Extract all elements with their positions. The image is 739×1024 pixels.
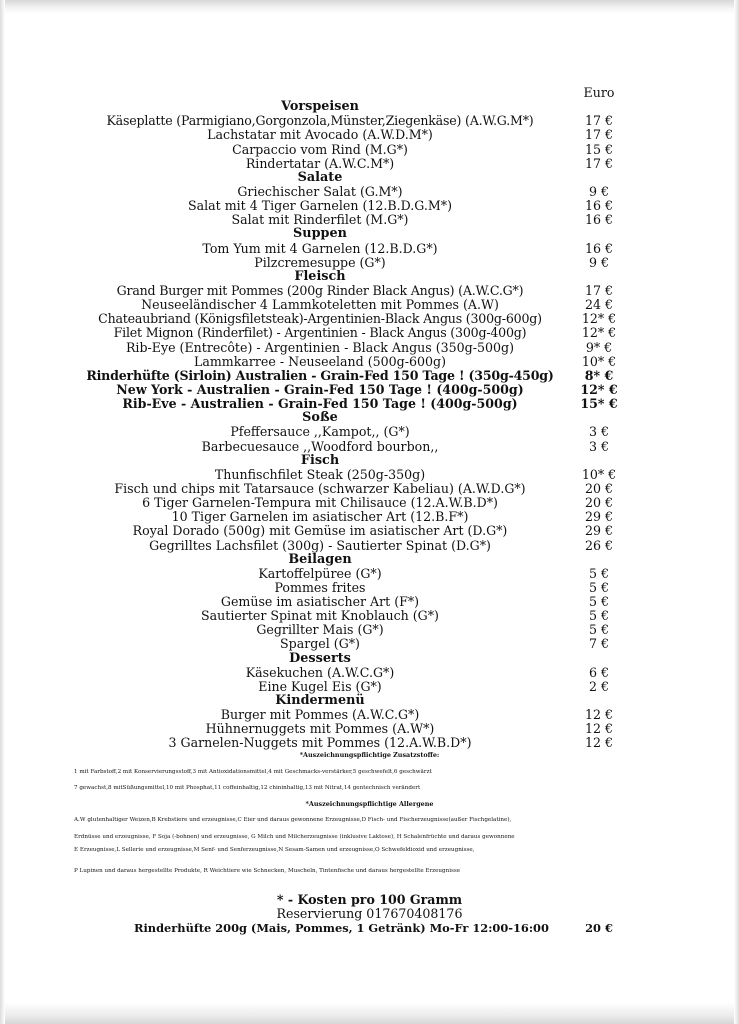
menu-item [0, 510, 739, 524]
menu-item [0, 213, 739, 227]
section-heading [0, 171, 739, 185]
additives-line: 1 mit Farbstoff,2 mit Konservierungsstoff,3 mit Antioxidationsmittel,4 mit Geschmacks-verstärker,5 geschwefelt,6 geschwärzt [74, 769, 432, 775]
menu-item-name: Neuseeländischer 4 Lammkoteletten mit Pommes (A.W) [141, 297, 499, 313]
lunch-offer-price: 20 € [585, 921, 613, 935]
menu-item-name: Käseplatte (Parmigiano,Gorgonzola,Münster,Ziegenkäse) (A.W.G.M*) [106, 113, 534, 129]
menu-item [0, 567, 739, 581]
menu-item-price: 3 € [588, 424, 610, 440]
menu-item-name: Filet Mignon (Rinderfilet) - Argentinien - Black Angus (300g-400g) [113, 325, 527, 341]
lunch-offer: Rinderhüfte 200g (Mais, Pommes, 1 Getränk) Mo-Fr 12:00-16:00 [134, 921, 549, 935]
menu-item-price: 15 € [584, 141, 614, 157]
menu-item-price: 5 € [588, 622, 610, 638]
section-heading [0, 454, 739, 468]
menu-item-name: Spargel (G*) [280, 636, 360, 652]
menu-item-name: New York - Australien - Grain-Fed 150 Tage ! (400g-500g) [116, 381, 524, 397]
menu-item-name: Carpaccio vom Rind (M.G*) [232, 141, 408, 157]
menu-item [0, 284, 739, 298]
menu-item-price: 15* € [580, 396, 618, 412]
section-title: Suppen [293, 226, 347, 242]
menu-item-name: Barbecuesauce ,,Woodford bourbon,, [201, 438, 439, 454]
menu-item-name: Kartoffelpüree (G*) [258, 565, 382, 581]
menu-item-name: Thunfischfilet Steak (250g-350g) [214, 466, 426, 482]
allergens-line: Erdnüsse und erzeugnisse, F Soja (-bohnen) und erzeugnisse, G Milch und Milcherzeugnisse (inklusive Laktose), H Schalenfrüchte und daraus gewonnene [74, 834, 515, 840]
menu-item-name: Royal Dorado (500g) mit Gemüse im asiatischer Art (D.G*) [132, 523, 508, 539]
menu-item [0, 722, 739, 736]
menu-item [0, 666, 739, 680]
menu-item [0, 637, 739, 651]
section-heading [0, 411, 739, 425]
menu-item-name: 6 Tiger Garnelen-Tempura mit Chilisauce (12.A.W.B.D*) [142, 495, 498, 511]
menu-item-name: Rib-Eye (Entrecôte) - Argentinien - Black Angus (350g-500g) [125, 339, 515, 355]
menu-item-name: Gegrillter Mais (G*) [256, 622, 384, 638]
menu-item [0, 425, 739, 439]
section-heading [0, 652, 739, 666]
menu-item [0, 496, 739, 510]
menu-item-name: Griechischer Salat (G.M*) [237, 183, 403, 199]
additives-heading: *Auszeichnungspflichtige Zusatzstoffe: [299, 751, 440, 759]
menu-item [0, 623, 739, 637]
menu-item-name: Rib-Eve - Australien - Grain-Fed 150 Tage ! (400g-500g) [122, 396, 518, 412]
currency-header-row [0, 86, 739, 100]
page-shadow-bottom [0, 1002, 739, 1024]
menu-item-name: Hühnernuggets mit Pommes (A.W*) [205, 721, 435, 737]
menu-item-price: 20 € [584, 495, 614, 511]
menu-item-price: 5 € [588, 579, 610, 595]
menu-item [0, 440, 739, 454]
menu-item [0, 482, 739, 496]
menu-item [0, 468, 739, 482]
menu-item [0, 199, 739, 213]
menu-item-price: 12* € [581, 325, 617, 341]
menu-item-price: 8* € [584, 367, 614, 383]
section-heading [0, 553, 739, 567]
menu-item-price: 5 € [588, 608, 610, 624]
menu-item [0, 256, 739, 270]
menu-item-name: Gemüse im asiatischer Art (F*) [220, 594, 420, 610]
page-shadow-top [0, 0, 739, 14]
menu-item-name: Rinderhüfte (Sirloin) Australien - Grain-Fed 150 Tage ! (350g-450g) [86, 367, 554, 383]
menu-item-price: 29 € [584, 523, 614, 539]
menu-item [0, 185, 739, 199]
menu-item-price: 10* € [581, 353, 617, 369]
allergens-line: P Lupinen und daraus hergestellte Produkte, R Weichtiere wie Schnecken, Muscheln, Tintenfische und daraus hergestellte Erzeugnisse [74, 868, 461, 874]
menu-item-name: Sautierter Spinat mit Knoblauch (G*) [201, 608, 439, 624]
menu-item [0, 736, 739, 750]
menu-item-price: 16 € [584, 198, 614, 214]
menu-item-price: 12* € [581, 311, 617, 327]
menu-item-name: Pommes frites [274, 579, 366, 595]
menu-item-price: 17 € [584, 127, 614, 143]
section-title: Vorspeisen [281, 99, 359, 115]
menu-item [0, 383, 739, 397]
menu-item-price: 17 € [584, 155, 614, 171]
menu-item-price: 2 € [588, 678, 610, 694]
menu-item-price: 20 € [584, 480, 614, 496]
menu-item [0, 114, 739, 128]
allergens-line: A.W glutenhaltiger Weizen,B Krebstiere und erzeugnisse,C Eier und daraus gewonnene Erzeugnisse,D Fisch- und Fischerzeugnisse(außer Fischgelatine), [74, 817, 512, 823]
menu-item-price: 5 € [588, 565, 610, 581]
section-title: Fisch [300, 452, 340, 468]
section-heading [0, 100, 739, 114]
menu-item-price: 17 € [584, 282, 614, 298]
section-heading [0, 694, 739, 708]
section-heading [0, 270, 739, 284]
menu-item [0, 242, 739, 256]
menu-item-name: Gegrilltes Lachsfilet (300g) - Sautierter Spinat (D.G*) [149, 537, 491, 553]
menu-item [0, 369, 739, 383]
menu-item-price: 9 € [588, 183, 610, 199]
allergens-line: E Erzeugnisse,L Sellerie und erzeugnisse,M Senf- und Senferzeugnisse,N Sesam-Samen und erzeugnisse,O Schwefeldioxid und erzeugnisse, [74, 847, 475, 853]
allergens-heading: *Auszeichnungspflichtige Allergene [305, 800, 434, 808]
menu-item-name: Rindertatar (A.W.C.M*) [245, 155, 395, 171]
menu-item-name: Tom Yum mit 4 Garnelen (12.B.D.G*) [202, 240, 438, 256]
menu-item [0, 539, 739, 553]
menu-item-name: Salat mit Rinderfilet (M.G*) [231, 212, 409, 228]
section-title: Fleisch [294, 268, 346, 284]
menu-item [0, 524, 739, 538]
menu-item-price: 12 € [584, 721, 614, 737]
menu-item-price: 7 € [588, 636, 610, 652]
menu-item-name: 10 Tiger Garnelen im asiatischer Art (12.B.F*) [171, 509, 469, 525]
menu-item-price: 12 € [584, 735, 614, 751]
currency-label: Euro [583, 85, 615, 100]
menu-item [0, 143, 739, 157]
menu-item-price: 12* € [580, 381, 618, 397]
menu-item [0, 581, 739, 595]
menu-item [0, 708, 739, 722]
menu-item-name: Eine Kugel Eis (G*) [258, 678, 382, 694]
section-title: Beilagen [288, 551, 352, 567]
menu-item-name: Chateaubriand (Königsfiletsteak)-Argentinien-Black Angus (300g-600g) [98, 311, 542, 327]
menu-item-name: Fisch und chips mit Tatarsauce (schwarzer Kabeliau) (A.W.D.G*) [114, 480, 526, 496]
menu-item-name: Pfeffersauce ,,Kampot,, (G*) [230, 424, 410, 440]
menu-item-name: Grand Burger mit Pommes (200g Rinder Black Angus) (A.W.C.G*) [116, 282, 524, 298]
section-title: Salate [297, 169, 343, 185]
menu-item [0, 298, 739, 312]
menu-item-name: Käsekuchen (A.W.C.G*) [245, 664, 395, 680]
menu-item [0, 326, 739, 340]
menu-item-price: 24 € [584, 297, 614, 313]
additives-line: 7 gewachst,8 mitSüßungsmittel,10 mit Phosphat,11 coffeinhaltig,12 chininhaltig,13 mit Nitrat,14 gentechnisch verändert [74, 785, 421, 791]
menu-item-name: Lachstatar mit Avocado (A.W.D.M*) [207, 127, 433, 143]
menu-item [0, 312, 739, 326]
menu-item-price: 17 € [584, 113, 614, 129]
section-heading [0, 227, 739, 241]
menu-item-price: 29 € [584, 509, 614, 525]
menu-item [0, 355, 739, 369]
reservation-phone: Reservierung 017670408176 [276, 906, 463, 921]
menu-item-price: 16 € [584, 212, 614, 228]
menu-item-name: Salat mit 4 Tiger Garnelen (12.B.D.G.M*) [187, 198, 453, 214]
menu-item-price: 9* € [585, 339, 613, 355]
menu-item [0, 128, 739, 142]
menu-item-price: 16 € [584, 240, 614, 256]
section-title: Soße [302, 410, 338, 426]
menu-item [0, 341, 739, 355]
menu-item [0, 397, 739, 411]
menu-item-name: Burger mit Pommes (A.W.C.G*) [220, 707, 420, 723]
menu-item-price: 6 € [588, 664, 610, 680]
menu-item-price: 9 € [588, 254, 610, 270]
section-title: Kindermenü [275, 693, 365, 709]
menu-list [0, 86, 739, 751]
menu-item [0, 157, 739, 171]
menu-item-price: 12 € [584, 707, 614, 723]
menu-item-price: 5 € [588, 594, 610, 610]
menu-item-name: 3 Garnelen-Nuggets mit Pommes (12.A.W.B.D*) [168, 735, 472, 751]
menu-item-price: 3 € [588, 438, 610, 454]
menu-item [0, 609, 739, 623]
menu-item-price: 10* € [581, 466, 617, 482]
menu-item [0, 680, 739, 694]
menu-item-name: Lammkarree - Neuseeland (500g-600g) [193, 353, 447, 369]
menu-item-name: Pilzcremesuppe (G*) [254, 254, 386, 270]
section-title: Desserts [289, 650, 351, 666]
menu-item-price: 26 € [584, 537, 614, 553]
weight-price-note: * - Kosten pro 100 Gramm [276, 892, 463, 907]
menu-item [0, 595, 739, 609]
